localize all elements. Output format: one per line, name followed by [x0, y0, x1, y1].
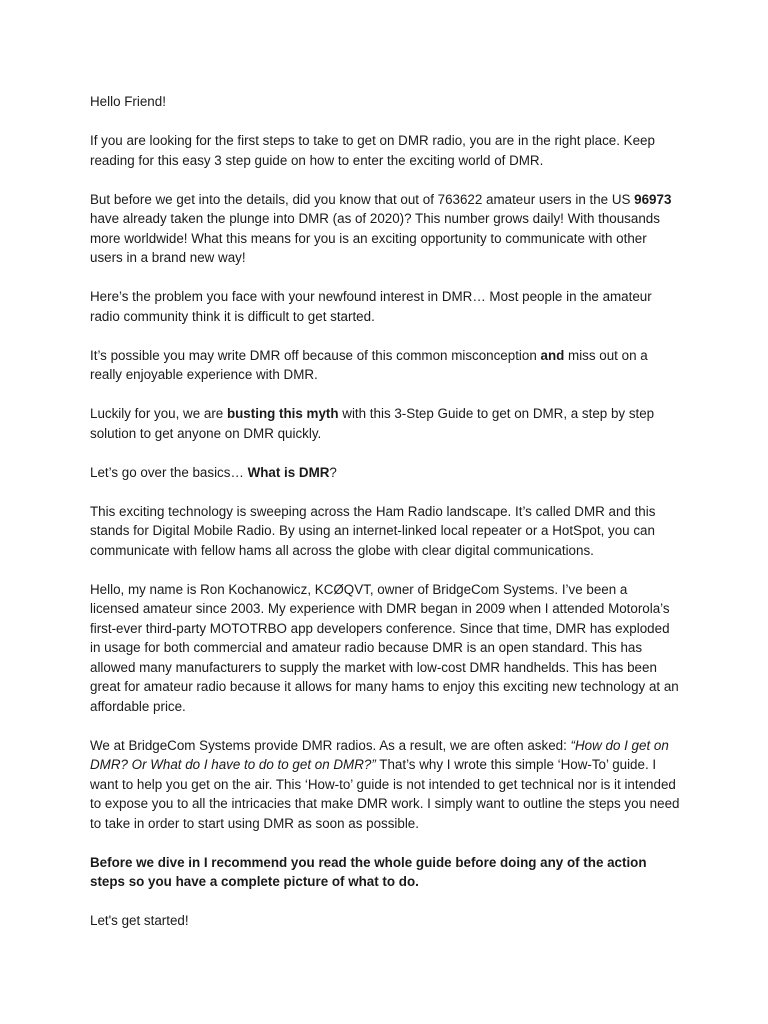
basics-paragraph [90, 463, 680, 483]
myth-paragraph [90, 404, 680, 443]
purpose-text-a: We at BridgeCom Systems provide DMR radios. As a result, we are often asked: [90, 737, 571, 753]
intro-paragraph: If you are looking for the first steps to take to get on DMR radio, you are in the right place. Keep reading for this easy 3 step guide on how to enter the exciting world of DMR. [90, 133, 655, 168]
statistics-text-c: have already taken the plunge into DMR (as of 2020)? This number grows daily! With thousands more worldwide! What this means for you is an exciting opportunity to communicate with other users in a brand new way! [90, 211, 660, 265]
purpose-quote: “How do I get on DMR? Or What do I have to do to get on DMR?” [90, 737, 669, 772]
what-is-dmr-heading: What is DMR [247, 464, 330, 480]
purpose-paragraph [90, 736, 680, 834]
statistics-text-a: But before we get into the details, did you know that out of 763622 amateur users in the US [90, 191, 635, 207]
problem-paragraph: Here’s the problem you face with your newfound interest in DMR… Most people in the amateur radio community think it is difficult to get started. [90, 289, 652, 324]
myth-text-c: with this 3-Step Guide to get on DMR, a step by step solution to get anyone on DMR quickly. [90, 406, 655, 441]
myth-text-a: Luckily for you, we are [90, 406, 227, 421]
closing-line: Let's get started! [90, 913, 189, 928]
misconception-text-a: It’s possible you may write DMR off because of this common misconception [90, 347, 541, 363]
document-body [90, 92, 680, 950]
basics-text-a: Let’s go over the basics… [90, 464, 248, 480]
misconception-paragraph [90, 346, 680, 385]
recommendation-paragraph: Before we dive in I recommend you read the whole guide before doing any of the action steps so you have a complete picture of what to do. [90, 854, 647, 889]
basics-text-c: ? [329, 464, 337, 480]
misconception-emphasis: and [540, 347, 565, 363]
dmr-user-count: 96973 [634, 191, 672, 207]
technology-paragraph: This exciting technology is sweeping across the Ham Radio landscape. It’s called DMR and this stands for Digital Mobile Radio. By using an internet-linked local repeater or a HotSpot, you can communicate with fellow hams all across the globe with clear digital communications. [90, 503, 656, 558]
author-paragraph: Hello, my name is Ron Kochanowicz, KCØQVT, owner of BridgeCom Systems. I’ve been a licensed amateur since 2003. My experience with DMR began in 2009 when I attended Motorola’s first-ever third-party MOTOTRBO app developers conference. Since that time, DMR has exploded in usage for both commercial and amateur radio because DMR is an open standard. This has allowed many manufacturers to supply the market with low-cost DMR handhelds. This has been great for amateur radio because it allows for many hams to enjoy this exciting new technology at an affordable price. [90, 581, 679, 714]
misconception-text-c: miss out on a really enjoyable experience with DMR. [90, 347, 648, 382]
purpose-text-c: That’s why I wrote this simple ‘How-To’ guide. I want to help you get on the air. This ‘How-to’ guide is not intended to get technical nor is it intended to expose you to all the intricacies that make DMR work. I simply want to outline the steps you need to take in order to start using DMR as soon as possible. [90, 757, 680, 831]
myth-emphasis: busting this myth [226, 406, 339, 421]
greeting: Hello Friend! [90, 94, 166, 109]
statistics-paragraph [90, 190, 680, 268]
